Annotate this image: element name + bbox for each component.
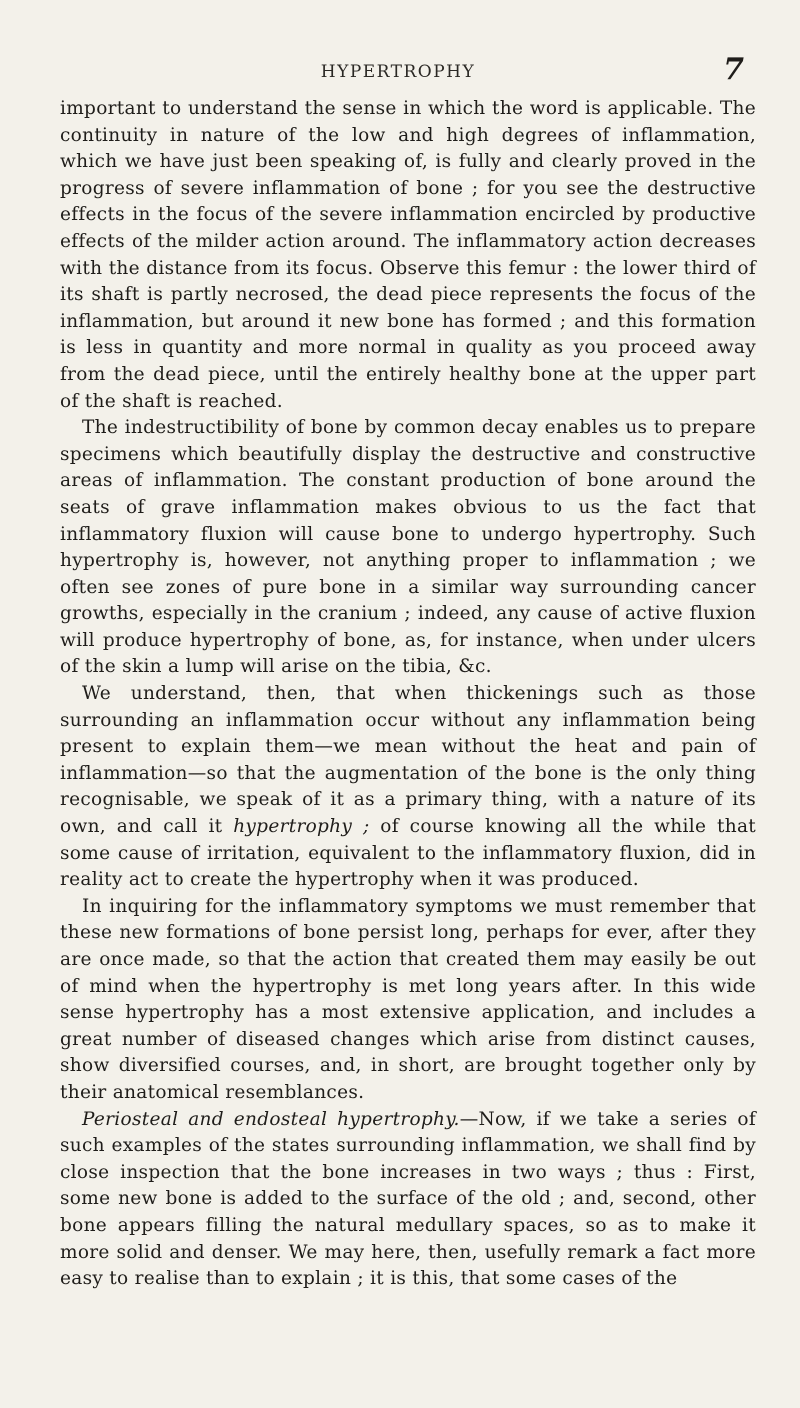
paragraph-5-text: —Now, if we take a series of such examples of the states surrounding inflammation, we shall find by close inspection that the bone increases in two ways ; thus : First, some new bone is added to the surface of the old ; and, second, other bone appears filling the natural medullary spaces, so as to make it more solid and denser. We may here, then, usefully remark a fact more easy to realise than to explain ; it is this, that some cases of the (60, 1108, 756, 1290)
paragraph-3-term-hypertrophy: hypertrophy ; (233, 816, 370, 838)
paragraph-1-text: important to understand the sense in which the word is applicable. The continuity in nature of the low and high degrees of inflammation, which we have just been speaking of, is fully and clearly proved in the progress of severe inflammation of bone ; for you see the destructive effects in the focus of the severe inflammation encircled by productive effects of the milder action around. The inflammatory action decreases with the distance from its focus. Observe this femur : the lower third of its shaft is partly necrosed, the dead piece represents the focus of the inflammation, but around it new bone has formed ; and this formation is less in quantity and more normal in quality as you proceed away from the dead piece, until the entirely healthy bone at the upper part of the shaft is reached. (60, 98, 756, 412)
paragraph-4-text: In inquiring for the inflammatory symptoms we must remember that these new formations of bone persist long, perhaps for ever, after they are once made, so that the action that created them may easily be out of mind when the hypertrophy is met long years after. In this wide sense hypertrophy has a most extensive application, and includes a great number of diseased changes which arise from distinct causes, show diversified courses, and, in short, are brought together only by their anatomical resemblances. (60, 895, 756, 1103)
paragraph-5 (60, 1107, 756, 1293)
running-head (0, 52, 800, 92)
page-number: 7 (723, 52, 744, 87)
paragraph-2-text: The indestructibility of bone by common decay enables us to prepare specimens which beautifully display the destructive and constructive areas of inflammation. The constant production of bone around the seats of grave inflammation makes obvious to us the fact that inflammatory fluxion will cause bone to undergo hypertrophy. Such hypertrophy is, however, not anything proper to inflammation ; we often see zones of pure bone in a similar way surrounding cancer growths, especially in the cranium ; indeed, any cause of active fluxion will produce hypertrophy of bone, as, for instance, when under ulcers of the skin a lump will arise on the tibia, &c. (60, 417, 756, 678)
paragraph-3 (60, 681, 756, 894)
paragraph-4 (60, 894, 756, 1107)
paragraph-2 (60, 415, 756, 681)
paragraph-1 (60, 96, 756, 415)
section-heading-periosteal-endosteal: Periosteal and endosteal hypertrophy. (82, 1108, 460, 1130)
paragraph-3-text-before: We understand, then, that when thickenings such as those surrounding an inflammation occur without any inflammation being present to explain them—we mean without the heat and pain of inflammation—so that the augmentation of the bone is the only thing recognisable, we speak of it as a primary thing, with a nature of its own, and call it (60, 683, 756, 838)
body-text (60, 96, 756, 1293)
paragraph-3-text-after: of course knowing all the while that some cause of irritation, equivalent to the inflammatory fluxion, did in reality act to create the hypertrophy when it was produced. (60, 816, 757, 891)
running-title: HYPERTROPHY (320, 62, 476, 82)
